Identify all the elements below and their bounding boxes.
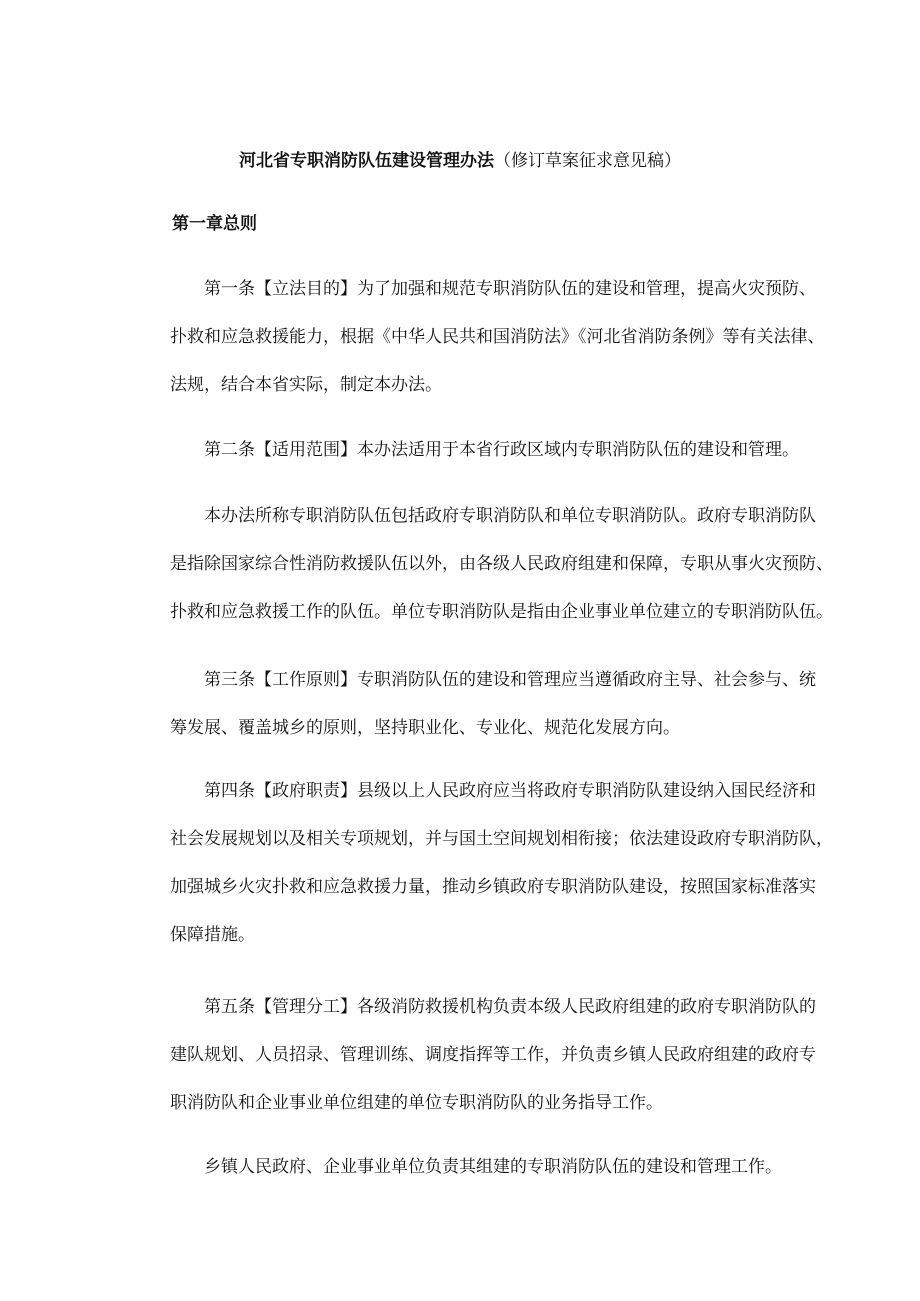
paragraph-line: 保障措施。 <box>170 925 255 945</box>
paragraph-line: 社会发展规划以及相关专项规划，并与国土空间规划相衔接；依法建设政府专职消防队， <box>170 829 833 849</box>
title-main: 河北省专职消防队伍建设管理办法 <box>239 151 494 171</box>
paragraph-line: 职消防队和企业事业单位组建的单位专职消防队的业务指导工作。 <box>170 1093 663 1113</box>
chapter-heading: 第一章总则 <box>172 214 257 234</box>
paragraph-line: 第四条【政府职责】县级以上人民政府应当将政府专职消防队建设纳入国民经济和 <box>204 781 816 801</box>
article-4-paragraph <box>136 767 833 959</box>
township-responsibility-paragraph <box>136 1143 796 1191</box>
paragraph-line: 扑救和应急救援能力，根据《中华人民共和国消防法》《河北省消防条例》等有关法律、 <box>170 327 825 347</box>
paragraph-line: 本办法所称专职消防队伍包括政府专职消防队和单位专职消防队。政府专职消防队 <box>204 506 816 526</box>
paragraph-line: 筹发展、覆盖城乡的原则，坚持职业化、专业化、规范化发展方向。 <box>170 718 680 738</box>
article-1-paragraph <box>136 265 825 409</box>
paragraph-line: 乡镇人民政府、企业事业单位负责其组建的专职消防队伍的建设和管理工作。 <box>204 1157 782 1177</box>
paragraph-line: 第二条【适用范围】本办法适用于本省行政区域内专职消防队伍的建设和管理。 <box>204 440 799 460</box>
article-3-paragraph <box>136 656 816 752</box>
article-5-paragraph <box>136 983 816 1127</box>
paragraph-line: 第三条【工作原则】专职消防队伍的建设和管理应当遵循政府主导、社会参与、统 <box>204 670 816 690</box>
paragraph-line: 第五条【管理分工】各级消防救援机构负责本级人民政府组建的政府专职消防队的 <box>204 997 816 1017</box>
document-title <box>0 150 920 172</box>
paragraph-line: 法规，结合本省实际，制定本办法。 <box>170 375 442 395</box>
paragraph-line: 扑救和应急救援工作的队伍。单位专职消防队是指由企业事业单位建立的专职消防队伍。 <box>170 602 833 622</box>
paragraph-line: 是指除国家综合性消防救援队伍以外，由各级人民政府组建和保障，专职从事火灾预防、 <box>170 554 833 574</box>
scope-definition-paragraph <box>136 492 833 636</box>
paragraph-line: 建队规划、人员招录、管理训练、调度指挥等工作，并负责乡镇人民政府组建的政府专 <box>170 1045 816 1065</box>
title-subtitle: （修订草案征求意见稿） <box>494 151 681 171</box>
article-2-paragraph <box>136 426 799 474</box>
paragraph-line: 第一条【立法目的】为了加强和规范专职消防队伍的建设和管理，提高火灾预防、 <box>204 279 816 299</box>
paragraph-line: 加强城乡火灾扑救和应急救援力量，推动乡镇政府专职消防队建设，按照国家标准落实 <box>170 877 816 897</box>
